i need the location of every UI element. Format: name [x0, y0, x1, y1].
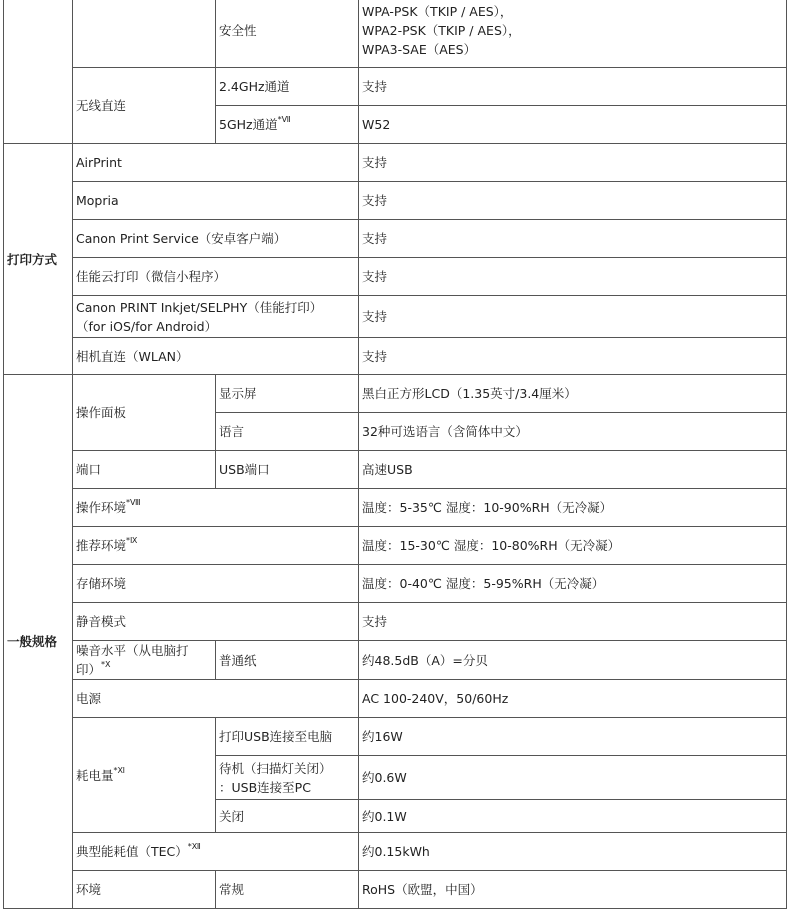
- op-env-label: [73, 489, 359, 527]
- print-method-label: Mopria: [73, 182, 359, 220]
- channel-24-value: 支持: [359, 68, 787, 106]
- rec-env-value: 温度：15-30℃ 湿度：10-80%RH（无冷凝）: [359, 527, 787, 565]
- noise-sub-label: 普通纸: [216, 641, 359, 680]
- environment-label: 环境: [73, 871, 216, 909]
- print-method-value: 支持: [359, 144, 787, 182]
- environment-value: RoHS（欧盟，中国）: [359, 871, 787, 909]
- consumption-text: 耗电量: [76, 767, 114, 783]
- display-value: 黑白正方形LCD（1.35英寸/3.4厘米）: [359, 375, 787, 413]
- silent-mode-label: 静音模式: [73, 603, 359, 641]
- op-env-value: 温度：5-35℃ 湿度：10-90%RH（无冷凝）: [359, 489, 787, 527]
- panel-label: 操作面板: [73, 375, 216, 451]
- consumption-value: 约0.1W: [359, 800, 787, 833]
- port-label: 端口: [73, 451, 216, 489]
- footnote-7: *Ⅶ: [277, 115, 291, 124]
- consumption-sub-label: 关闭: [216, 800, 359, 833]
- language-value: 32种可选语言（含简体中文）: [359, 413, 787, 451]
- op-env-text: 操作环境: [76, 500, 127, 515]
- consumption-value: 约0.6W: [359, 756, 787, 800]
- print-method-value: 支持: [359, 182, 787, 220]
- print-methods-category: 打印方式: [4, 144, 73, 375]
- noise-value: 约48.5dB（A）=分贝: [359, 641, 787, 680]
- footnote-11: *Ⅺ: [113, 765, 125, 775]
- rec-env-text: 推荐环境: [76, 538, 127, 553]
- security-group-cell: [73, 0, 216, 68]
- print-method-label: Canon Print Service（安卓客户端）: [73, 220, 359, 258]
- channel-5-text: 5GHz通道: [219, 117, 278, 132]
- language-label: 语言: [216, 413, 359, 451]
- power-value: AC 100-240V，50/60Hz: [359, 680, 787, 718]
- print-method-label: AirPrint: [73, 144, 359, 182]
- consumption-label: [73, 718, 216, 833]
- silent-mode-value: 支持: [359, 603, 787, 641]
- consumption-sub-label: 打印USB连接至电脑: [216, 718, 359, 756]
- consumption-value: 约16W: [359, 718, 787, 756]
- security-label: 安全性: [216, 0, 359, 68]
- print-method-value: 支持: [359, 338, 787, 375]
- print-method-value: 支持: [359, 220, 787, 258]
- rec-env-label: [73, 527, 359, 565]
- port-value: 高速USB: [359, 451, 787, 489]
- footnote-12: *Ⅻ: [187, 842, 201, 851]
- channel-24-label: 2.4GHz通道: [216, 68, 359, 106]
- footnote-9: *Ⅸ: [126, 536, 138, 545]
- footnote-8: *Ⅷ: [126, 498, 141, 507]
- print-method-label: 相机直连（WLAN）: [73, 338, 359, 375]
- tec-label: [73, 833, 359, 871]
- category-cell-network: [4, 0, 73, 144]
- noise-text: 噪音水平（从电脑打 印）: [76, 643, 189, 677]
- storage-env-label: 存储环境: [73, 565, 359, 603]
- wireless-direct-label: 无线直连: [73, 68, 216, 144]
- tec-text: 典型能耗值（TEC）: [76, 844, 188, 859]
- print-method-label: 佳能云打印（微信小程序）: [73, 258, 359, 296]
- print-method-value: 支持: [359, 296, 787, 338]
- spec-table: [3, 0, 787, 909]
- storage-env-value: 温度：0-40℃ 湿度：5-95%RH（无冷凝）: [359, 565, 787, 603]
- consumption-sub-label: 待机（扫描灯关闭） ：USB连接至PC: [216, 756, 359, 800]
- security-value: WPA-PSK（TKIP / AES）， WPA2-PSK（TKIP / AES）， WPA3-SAE（AES）: [359, 0, 787, 68]
- display-label: 显示屏: [216, 375, 359, 413]
- noise-label: [73, 641, 216, 680]
- general-category: 一般规格: [4, 375, 73, 909]
- tec-value: 约0.15kWh: [359, 833, 787, 871]
- port-sub-label: USB端口: [216, 451, 359, 489]
- channel-5-label: [216, 106, 359, 144]
- footnote-10: *Ⅹ: [101, 660, 111, 669]
- channel-5-value: W52: [359, 106, 787, 144]
- power-label: 电源: [73, 680, 359, 718]
- environment-sub-label: 常规: [216, 871, 359, 909]
- print-method-value: 支持: [359, 258, 787, 296]
- print-method-label: Canon PRINT Inkjet/SELPHY（佳能打印） （for iOS/for Android）: [73, 296, 359, 338]
